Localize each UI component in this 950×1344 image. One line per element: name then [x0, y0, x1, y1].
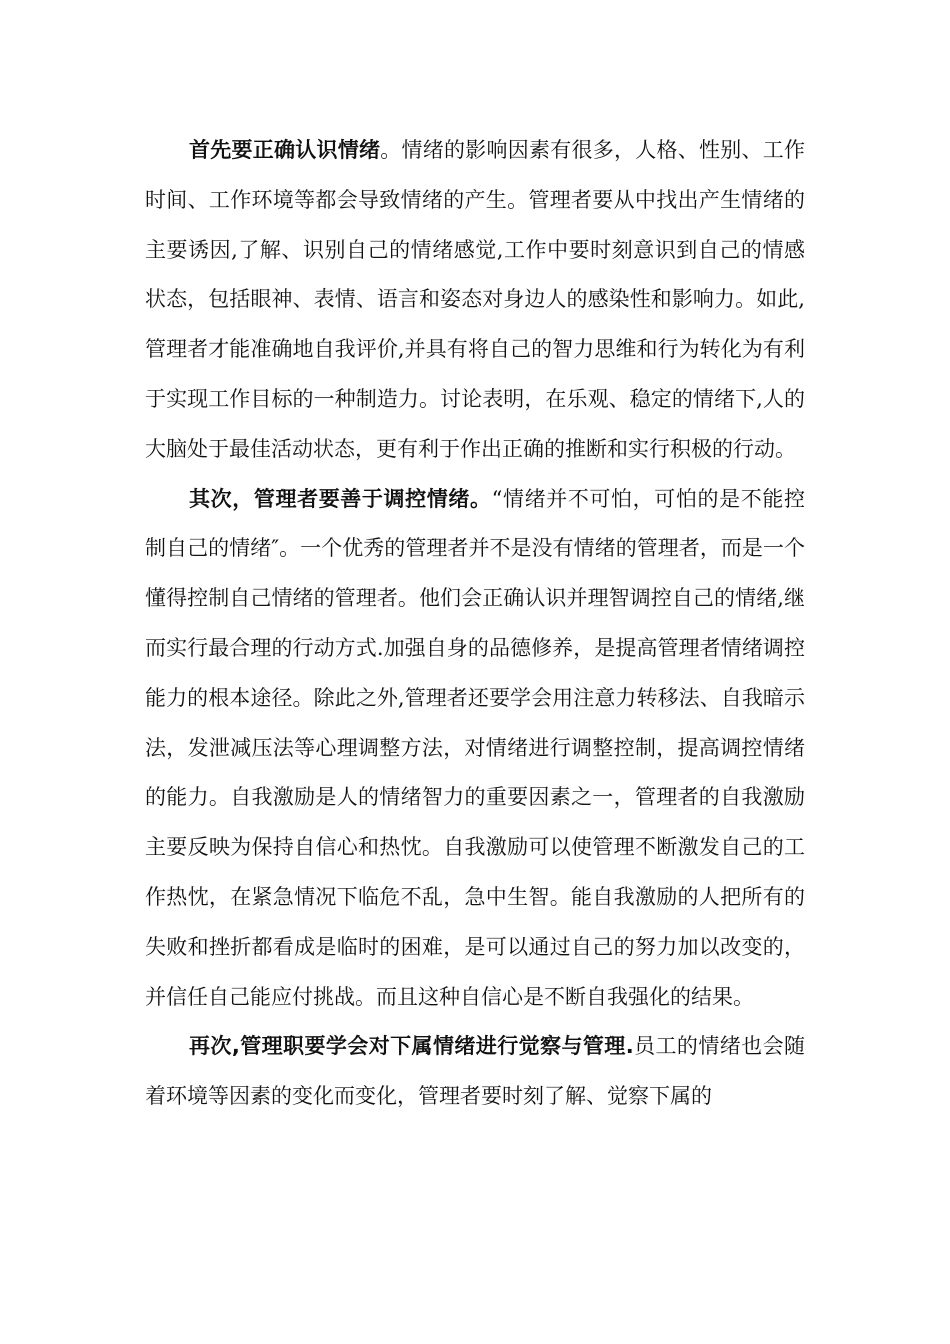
paragraph-recognize-emotion — [145, 126, 805, 475]
paragraph-heading: 再次,管理职要学会对下属情绪进行觉察与管理. — [189, 1034, 634, 1059]
paragraph-text: “情绪并不可怕，可怕的是不能控制自己的情绪″。一个优秀的管理者并不是没有情绪的管理者，而是一个懂得控制自己情绪的管理者。他们会正确认识并理智调控自己的情绪,继而实行最合理的行动方式.加强自身的品德修养，是提高管理者情绪调控能力的根本途径。除此之外,管理者还要学会用注意力转移法、自我暗示法，发泄减压法等心理调整方法，对情绪进行调整控制，提高调控情绪的能力。自我激励是人的情绪智力的重要因素之一，管理者的自我激励主要反映为保持自信心和热忱。自我激励可以使管理不断激发自己的工作热忱，在紧急情况下临危不乱，急中生智。能自我激励的人把所有的失败和挫折都看成是临时的困难，是可以通过自己的努力加以改变的，并信任自己能应付挑战。而且这种自信心是不断自我强化的结果。 — [145, 486, 805, 1009]
paragraph-heading: 首先要正确认识情绪 — [189, 138, 381, 162]
paragraph-text: 。情绪的影响因素有很多，人格、性别、工作时间、工作环境等都会导致情绪的产生。管理者要从中找出产生情绪的主要诱因,了解、识别自己的情绪感觉,工作中要时刻意识到自己的情感状态，包括眼神、表情、语言和姿态对身边人的感染性和影响力。如此,管理者才能准确地自我评价,并具有将自己的智力思维和行为转化为有利于实现工作目标的一种制造力。讨论表明，在乐观、稳定的情绪下,人的大脑处于最佳活动状态，更有利于作出正确的推断和实行积极的行动。 — [145, 138, 805, 461]
document-body — [145, 126, 805, 1122]
paragraph-text: 员工的情绪也会随着环境等因素的变化而变化，管理者要时刻了解、觉察下属的 — [145, 1034, 805, 1109]
paragraph-regulate-emotion — [145, 475, 805, 1023]
paragraph-heading: 其次，管理者要善于调控情绪。 — [189, 486, 492, 511]
paragraph-subordinate-emotion — [145, 1022, 805, 1122]
